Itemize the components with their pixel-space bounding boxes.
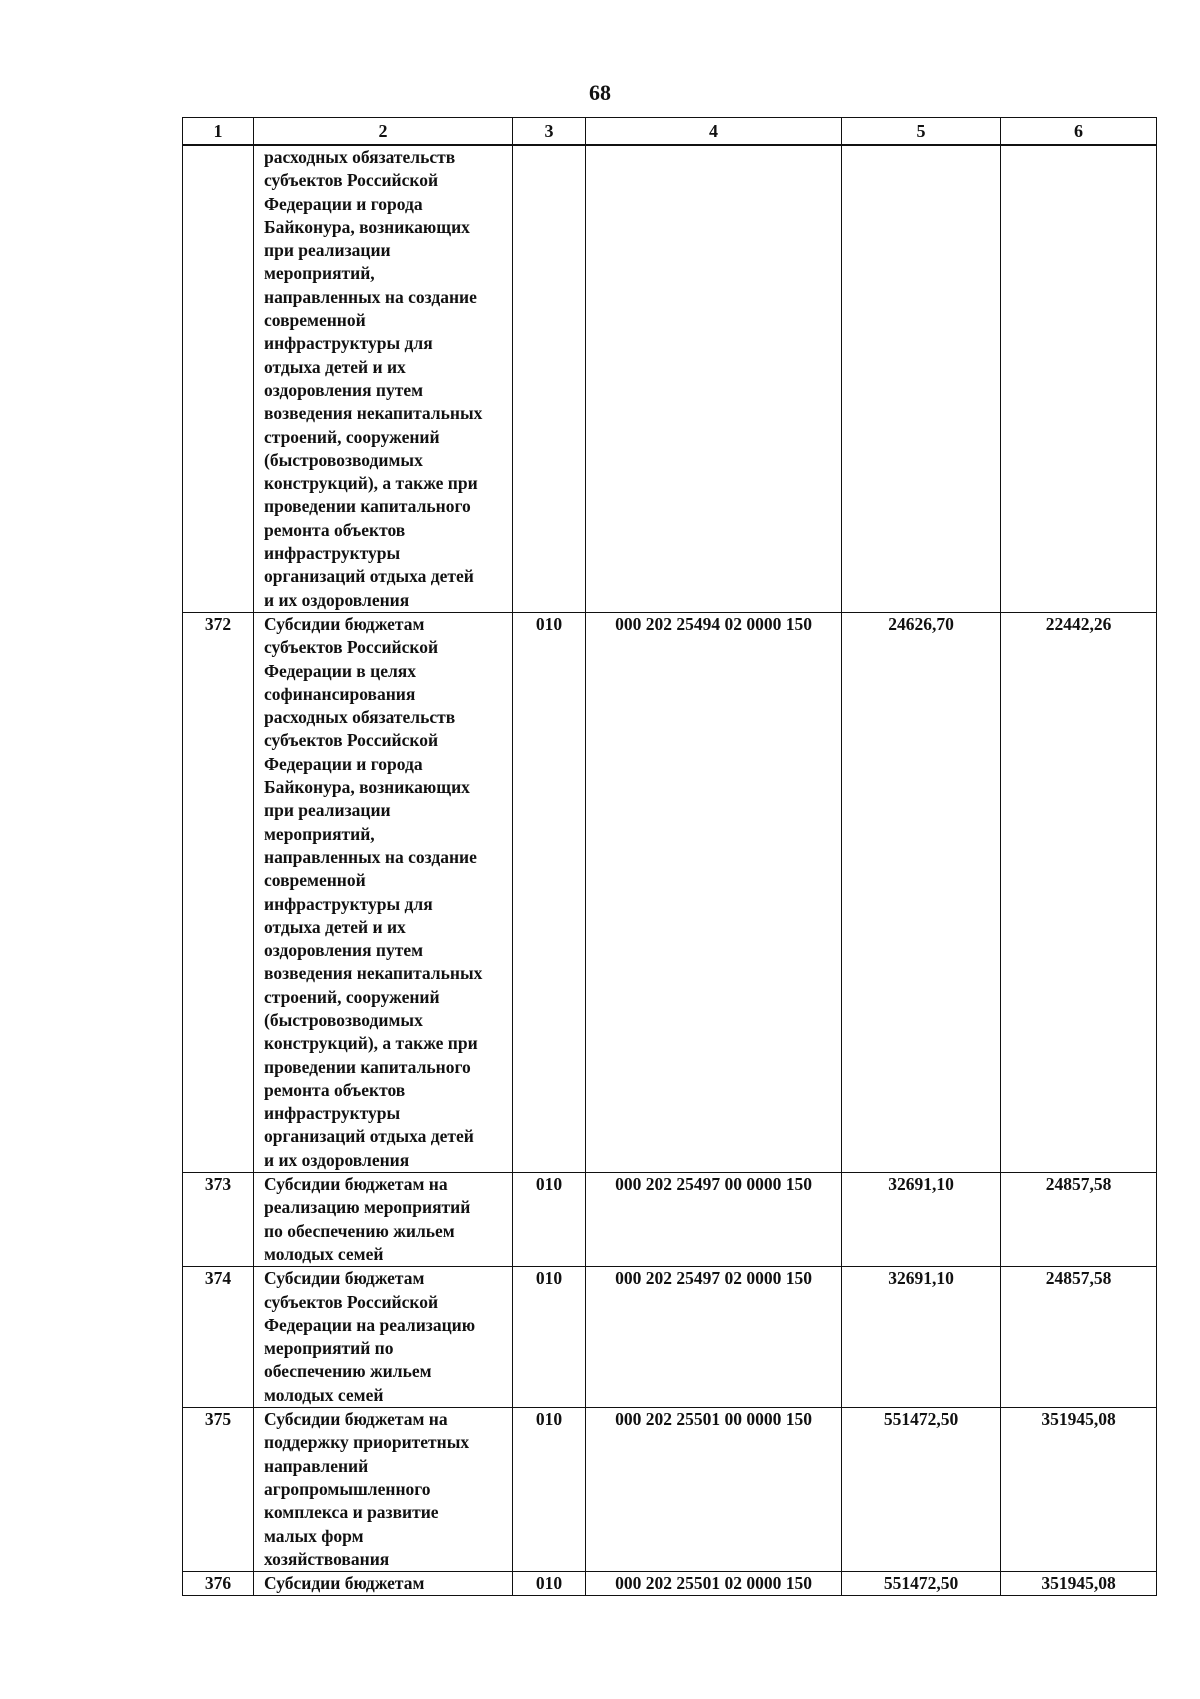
row-name: Субсидии бюджетам [254, 1572, 513, 1596]
row-plan-amount [842, 145, 1001, 612]
column-header: 6 [1001, 118, 1157, 146]
table-row [183, 612, 1157, 1172]
column-header: 5 [842, 118, 1001, 146]
table-row [183, 145, 1157, 612]
row-admin-code: 010 [513, 1267, 586, 1408]
row-name: Субсидии бюджетам на реализацию мероприятий по обеспечению жильем молодых семей [254, 1173, 513, 1267]
table-row [183, 1267, 1157, 1408]
row-budget-code: 000 202 25501 02 0000 150 [586, 1572, 842, 1596]
page-number: 68 [589, 80, 611, 105]
column-header: 4 [586, 118, 842, 146]
row-fact-amount: 22442,26 [1001, 612, 1157, 1172]
row-budget-code: 000 202 25497 00 0000 150 [586, 1173, 842, 1267]
column-header: 3 [513, 118, 586, 146]
row-plan-amount: 551472,50 [842, 1408, 1001, 1572]
row-admin-code: 010 [513, 1173, 586, 1267]
row-number [183, 145, 254, 612]
row-name: расходных обязательств субъектов Российской Федерации и города Байконура, возникающих при реализации мероприятий, направленных на создание современной инфраструктуры для отдыха детей и их оздоровления путем возведения некапитальных строений, сооружений (быстровозводимых конструкций), а также при проведении капитального ремонта объектов инфраструктуры организаций отдыха детей и их оздоровления [254, 145, 513, 612]
row-name: Субсидии бюджетам субъектов Российской Федерации на реализацию мероприятий по обеспечению жильем молодых семей [254, 1267, 513, 1408]
table-row [183, 1173, 1157, 1267]
row-admin-code: 010 [513, 1572, 586, 1596]
row-admin-code: 010 [513, 1408, 586, 1572]
row-plan-amount: 551472,50 [842, 1572, 1001, 1596]
row-name: Субсидии бюджетам на поддержку приоритетных направлений агропромышленного комплекса и развитие малых форм хозяйствования [254, 1408, 513, 1572]
row-fact-amount: 351945,08 [1001, 1408, 1157, 1572]
row-admin-code: 010 [513, 612, 586, 1172]
row-budget-code [586, 145, 842, 612]
row-plan-amount: 32691,10 [842, 1267, 1001, 1408]
row-budget-code: 000 202 25497 02 0000 150 [586, 1267, 842, 1408]
row-number: 374 [183, 1267, 254, 1408]
column-header: 1 [183, 118, 254, 146]
row-budget-code: 000 202 25494 02 0000 150 [586, 612, 842, 1172]
row-fact-amount: 24857,58 [1001, 1267, 1157, 1408]
row-fact-amount: 351945,08 [1001, 1572, 1157, 1596]
column-header: 2 [254, 118, 513, 146]
table-row [183, 1408, 1157, 1572]
row-admin-code [513, 145, 586, 612]
table-header-row [183, 118, 1157, 146]
budget-table [182, 117, 1157, 1596]
row-number: 373 [183, 1173, 254, 1267]
row-plan-amount: 32691,10 [842, 1173, 1001, 1267]
table-row [183, 1572, 1157, 1596]
row-number: 375 [183, 1408, 254, 1572]
row-name: Субсидии бюджетам субъектов Российской Федерации в целях софинансирования расходных обязательств субъектов Российской Федерации и города Байконура, возникающих при реализации мероприятий, направленных на создание современной инфраструктуры для отдыха детей и их оздоровления путем возведения некапитальных строений, сооружений (быстровозводимых конструкций), а также при проведении капитального ремонта объектов инфраструктуры организаций отдыха детей и их оздоровления [254, 612, 513, 1172]
row-fact-amount [1001, 145, 1157, 612]
row-budget-code: 000 202 25501 00 0000 150 [586, 1408, 842, 1572]
row-plan-amount: 24626,70 [842, 612, 1001, 1172]
row-number: 372 [183, 612, 254, 1172]
row-fact-amount: 24857,58 [1001, 1173, 1157, 1267]
row-number: 376 [183, 1572, 254, 1596]
